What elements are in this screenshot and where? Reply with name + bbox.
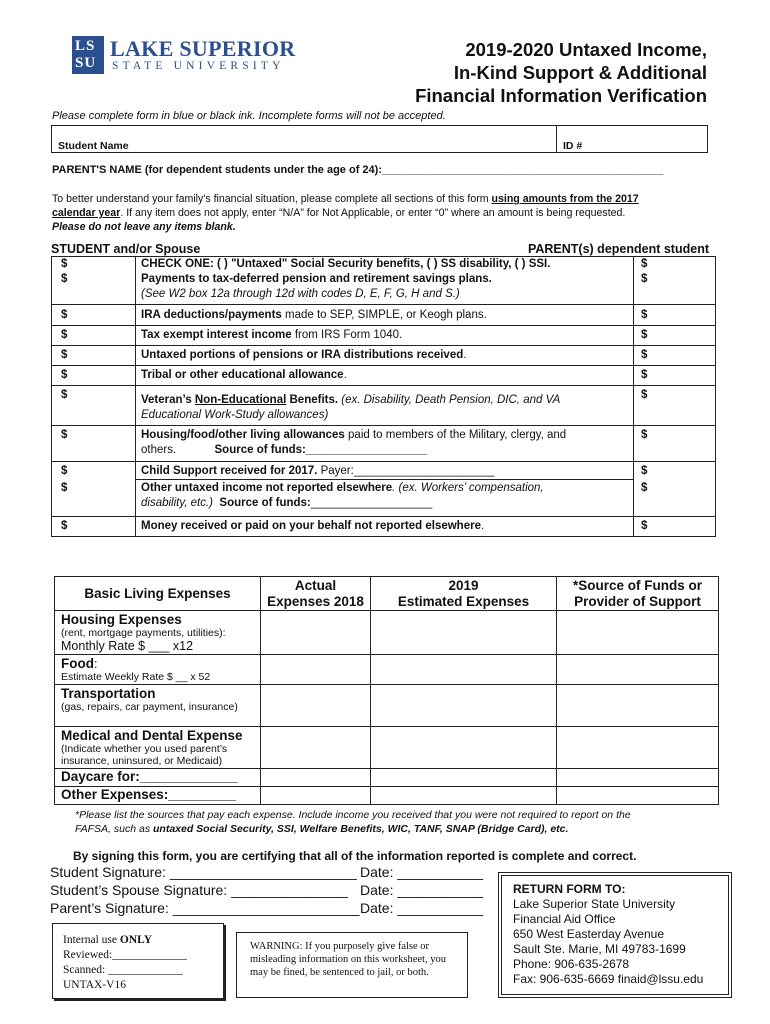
logo-name-line2: STATE UNIVERSITY [112,60,285,72]
table-row[interactable]: $ Housing/food/other living allowances paid to members of the Military, clergy, and others. Source of funds:___________________ $ [51,426,716,462]
table-row[interactable]: $ Veteran’s Non-Educational Benefits. (ex. Disability, Death Pension, DIC, and VA Educational Work-Study allowances) $ [51,386,716,426]
intro-paragraph: To better understand your family's financial situation, please complete all sections of this form using amounts from the 2017 calendar year. If any item does not apply, enter “N/A” for Not Applicable, or enter “0” where an amount is being requested. Please do not leave any items blank. [52,193,639,233]
table-row[interactable]: $ Money received or paid on your behalf not reported elsewhere. $ [51,517,716,537]
table-row[interactable]: $ $ CHECK ONE: ( ) "Untaxed" Social Security benefits, ( ) SS disability, ( ) SSI. Payments to tax-deferred pension and retirement savings plans. (See W2 box 12a through 12d with codes D, E, F, G, H and S.) $ $ [51,256,716,305]
logo-name-line1: LAKE SUPERIOR [110,36,296,61]
table-row[interactable]: Other Expenses:_________ [55,787,719,805]
table-row[interactable]: Transportation (gas, repairs, car payment, insurance) [55,685,719,727]
spouse-signature-line[interactable]: Student’s Spouse Signature: _______________ [50,882,348,898]
table-row[interactable]: $ Tax exempt interest income from IRS Form 1040. $ [51,326,716,346]
spouse-signature-date[interactable]: Date: ___________ [360,882,483,898]
table-row[interactable]: $ $ Child Support received for 2017. Payer:______________________ Other untaxed income not reported elsewhere. (ex. Workers’ compensation, disability, etc.) Source of funds:___________________ $ $ [51,462,716,517]
table-row[interactable]: $ Tribal or other educational allowance. $ [51,366,716,386]
ink-instruction: Please complete form in blue or black ink. Incomplete forms will not be accepted. [52,110,446,122]
warning-box: WARNING: If you purposely give false or misleading information on this worksheet, you may be fined, be sentenced to jail, or both. [236,932,468,998]
parent-signature-date[interactable]: Date: ___________ [360,900,483,916]
student-signature-date[interactable]: Date: ___________ [360,864,483,880]
expense-footnote: *Please list the sources that pay each expense. Include income you received that you were not required to report on the FAFSA, such as untaxed Social Security, SSI, Welfare Benefits, WIC, TANF, SNAP (Bridge Card), etc. [75,809,631,835]
id-label: ID # [563,140,583,152]
col-basic-living: Basic Living Expenses [55,577,261,611]
student-info-box[interactable] [51,125,708,153]
table-row[interactable]: Daycare for:_____________ [55,769,719,787]
table-row[interactable]: Food: Estimate Weekly Rate $ __ x 52 [55,655,719,685]
col-actual: Actual Expenses 2018 [261,577,371,611]
parent-column-header: PARENT(s) dependent student [527,242,709,256]
university-logo [72,36,304,76]
student-column-header: STUDENT and/or Spouse [51,242,201,256]
parent-signature-line[interactable]: Parent’s Signature: ________________________ [50,900,360,916]
parent-name-line[interactable]: PARENT'S NAME (for dependent students under the age of 24):______________________________________________ [52,164,664,176]
living-expenses-table [54,576,719,805]
table-row[interactable]: $ Untaxed portions of pensions or IRA distributions received. $ [51,346,716,366]
student-name-label: Student Name [58,140,129,152]
table-row[interactable]: Housing Expenses (rent, mortgage payments, utilities): Monthly Rate $ ___ x12 [55,611,719,655]
student-signature-line[interactable]: Student Signature: ________________________ [50,864,357,880]
col-estimated: 2019 Estimated Expenses [371,577,557,611]
internal-use-box: Internal use ONLY Reviewed:_____________ Scanned: _____________ UNTAX-V16 [52,923,224,999]
table-row[interactable]: Medical and Dental Expense (Indicate whether you used parent’s insurance, uninsured, or Medicaid) [55,727,719,769]
certification-statement: By signing this form, you are certifying that all of the information reported is complete and correct. [73,849,637,863]
table-row[interactable]: $ IRA deductions/payments made to SEP, SIMPLE, or Keogh plans. $ [51,305,716,326]
logo-mark: LS SU [72,36,104,74]
form-title: 2019-2020 Untaxed Income, In-Kind Support & Additional Financial Information Verification [415,39,707,106]
return-address-box: RETURN FORM TO: Lake Superior State University Financial Aid Office 650 West Easterday Avenue Sault Ste. Marie, MI 49783-1699 Phone: 906-635-2678 Fax: 906-635-6669 finaid@lssu.edu [498,872,732,998]
col-source-funds: *Source of Funds or Provider of Support [557,577,719,611]
